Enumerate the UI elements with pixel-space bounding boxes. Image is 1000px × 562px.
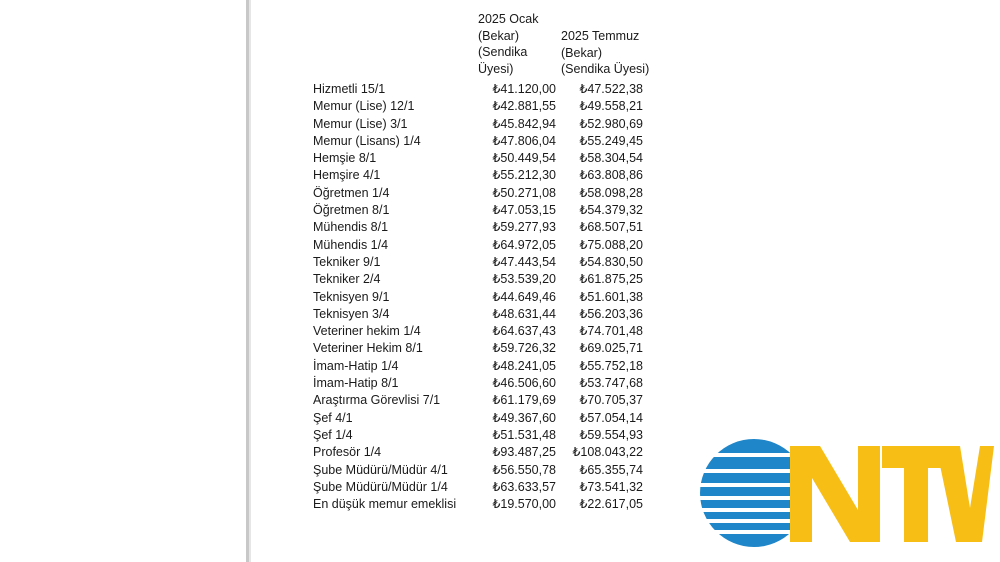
- row-ocak-value: ₺42.881,55: [492, 99, 556, 114]
- table-row: [313, 98, 653, 115]
- row-ocak-value: ₺64.972,05: [492, 237, 556, 252]
- table-row: [313, 116, 653, 133]
- row-ocak-value: ₺59.277,93: [492, 220, 556, 235]
- table-row: [313, 392, 653, 409]
- row-ocak-value: ₺63.633,57: [492, 479, 556, 494]
- row-ocak-value: ₺44.649,46: [492, 289, 556, 304]
- row-ocak-value: ₺19.570,00: [492, 497, 556, 512]
- row-label: En düşük memur emeklisi: [313, 497, 457, 512]
- table-row: [313, 323, 653, 340]
- row-label: Öğretmen 8/1: [313, 203, 390, 218]
- row-ocak-value: ₺41.120,00: [492, 82, 556, 96]
- document-edge: [246, 0, 249, 562]
- row-label: Araştırma Görevlisi 7/1: [313, 393, 441, 408]
- row-ocak-value: ₺59.726,32: [492, 341, 556, 356]
- table-row: [313, 496, 653, 513]
- row-temmuz-value: ₺108.043,22: [572, 445, 643, 460]
- row-temmuz-value: ₺51.601,38: [579, 289, 643, 304]
- row-ocak-value: ₺47.443,54: [492, 254, 556, 269]
- table-row: [313, 375, 653, 392]
- table-row: [313, 254, 653, 271]
- row-ocak-value: ₺51.531,48: [492, 427, 556, 442]
- table-row: [313, 237, 653, 254]
- row-label: Şube Müdürü/Müdür 4/1: [313, 462, 448, 477]
- row-temmuz-value: ₺68.507,51: [579, 220, 643, 235]
- row-ocak-value: ₺50.271,08: [492, 185, 556, 200]
- row-ocak-value: ₺61.179,69: [492, 393, 556, 408]
- row-label: Öğretmen 1/4: [313, 185, 390, 200]
- row-ocak-value: ₺93.487,25: [492, 445, 556, 460]
- row-temmuz-value: ₺75.088,20: [579, 237, 643, 252]
- row-temmuz-value: ₺70.705,37: [579, 393, 643, 408]
- row-label: Mühendis 8/1: [313, 220, 389, 235]
- row-label: Profesör 1/4: [313, 445, 382, 460]
- row-temmuz-value: ₺55.752,18: [579, 358, 643, 373]
- row-temmuz-value: ₺58.098,28: [579, 185, 643, 200]
- row-temmuz-value: ₺61.875,25: [579, 272, 643, 287]
- table-row: [313, 444, 653, 461]
- row-ocak-value: ₺50.449,54: [492, 151, 556, 166]
- row-temmuz-value: ₺57.054,14: [579, 410, 643, 425]
- row-ocak-value: ₺48.631,44: [492, 306, 556, 321]
- row-ocak-value: ₺56.550,78: [492, 462, 556, 477]
- row-label: Hemşie 8/1: [313, 151, 377, 166]
- table-row: [313, 202, 653, 219]
- table-row: [313, 150, 653, 167]
- row-label: Hizmetli 15/1: [313, 82, 386, 96]
- row-label: Şef 1/4: [313, 427, 353, 442]
- row-label: Memur (Lise) 3/1: [313, 116, 408, 131]
- row-label: İmam-Hatip 1/4: [313, 358, 399, 373]
- row-ocak-value: ₺64.637,43: [492, 324, 556, 339]
- row-ocak-value: ₺53.539,20: [492, 272, 556, 287]
- table-row: [313, 306, 653, 323]
- row-ocak-value: ₺47.053,15: [492, 203, 556, 218]
- table-row: [313, 427, 653, 444]
- row-label: Mühendis 1/4: [313, 237, 389, 252]
- row-label: Şube Müdürü/Müdür 1/4: [313, 479, 448, 494]
- row-label: İmam-Hatip 8/1: [313, 376, 399, 391]
- table-row: [313, 358, 653, 375]
- table-row: [313, 271, 653, 288]
- column-header-temmuz: 2025 Temmuz (Bekar) (Sendika Üyesi): [561, 29, 650, 76]
- row-temmuz-value: ₺69.025,71: [579, 341, 643, 356]
- row-temmuz-value: ₺53.747,68: [579, 376, 643, 391]
- row-ocak-value: ₺48.241,05: [492, 358, 556, 373]
- row-label: Veteriner hekim 1/4: [313, 324, 421, 339]
- row-temmuz-value: ₺47.522,38: [579, 82, 643, 96]
- row-label: Memur (Lisans) 1/4: [313, 133, 421, 148]
- row-ocak-value: ₺55.212,30: [492, 168, 556, 183]
- table-row: [313, 462, 653, 479]
- row-temmuz-value: ₺58.304,54: [579, 151, 643, 166]
- row-temmuz-value: ₺54.379,32: [579, 203, 643, 218]
- table-row: [313, 81, 653, 98]
- table-row: [313, 167, 653, 184]
- row-temmuz-value: ₺73.541,32: [579, 479, 643, 494]
- table-row: [313, 340, 653, 357]
- table-row: [313, 289, 653, 306]
- row-ocak-value: ₺46.506,60: [492, 376, 556, 391]
- ntv-logo: [698, 438, 994, 548]
- row-label: Teknisyen 9/1: [313, 289, 390, 304]
- row-ocak-value: ₺45.842,94: [492, 116, 556, 131]
- salary-table: [313, 81, 653, 513]
- row-temmuz-value: ₺56.203,36: [579, 306, 643, 321]
- row-label: Tekniker 2/4: [313, 272, 381, 287]
- row-temmuz-value: ₺59.554,93: [579, 427, 643, 442]
- table-row: [313, 479, 653, 496]
- row-temmuz-value: ₺55.249,45: [579, 133, 643, 148]
- row-label: Veteriner Hekim 8/1: [313, 341, 423, 356]
- table-row: [313, 133, 653, 150]
- row-label: Şef 4/1: [313, 410, 353, 425]
- row-label: Hemşire 4/1: [313, 168, 381, 183]
- row-temmuz-value: ₺65.355,74: [579, 462, 643, 477]
- row-ocak-value: ₺47.806,04: [492, 133, 556, 148]
- table-row: [313, 410, 653, 427]
- row-temmuz-value: ₺63.808,86: [579, 168, 643, 183]
- row-temmuz-value: ₺54.830,50: [579, 254, 643, 269]
- table-row: [313, 219, 653, 236]
- row-temmuz-value: ₺52.980,69: [579, 116, 643, 131]
- row-label: Tekniker 9/1: [313, 254, 381, 269]
- row-ocak-value: ₺49.367,60: [492, 410, 556, 425]
- row-label: Teknisyen 3/4: [313, 306, 390, 321]
- row-temmuz-value: ₺22.617,05: [579, 497, 643, 512]
- ntv-logo-letters: [790, 446, 994, 542]
- row-temmuz-value: ₺49.558,21: [579, 99, 643, 114]
- row-temmuz-value: ₺74.701,48: [579, 324, 643, 339]
- table-row: [313, 185, 653, 202]
- row-label: Memur (Lise) 12/1: [313, 99, 415, 114]
- column-header-ocak: 2025 Ocak (Bekar) (Sendika Üyesi): [478, 12, 539, 76]
